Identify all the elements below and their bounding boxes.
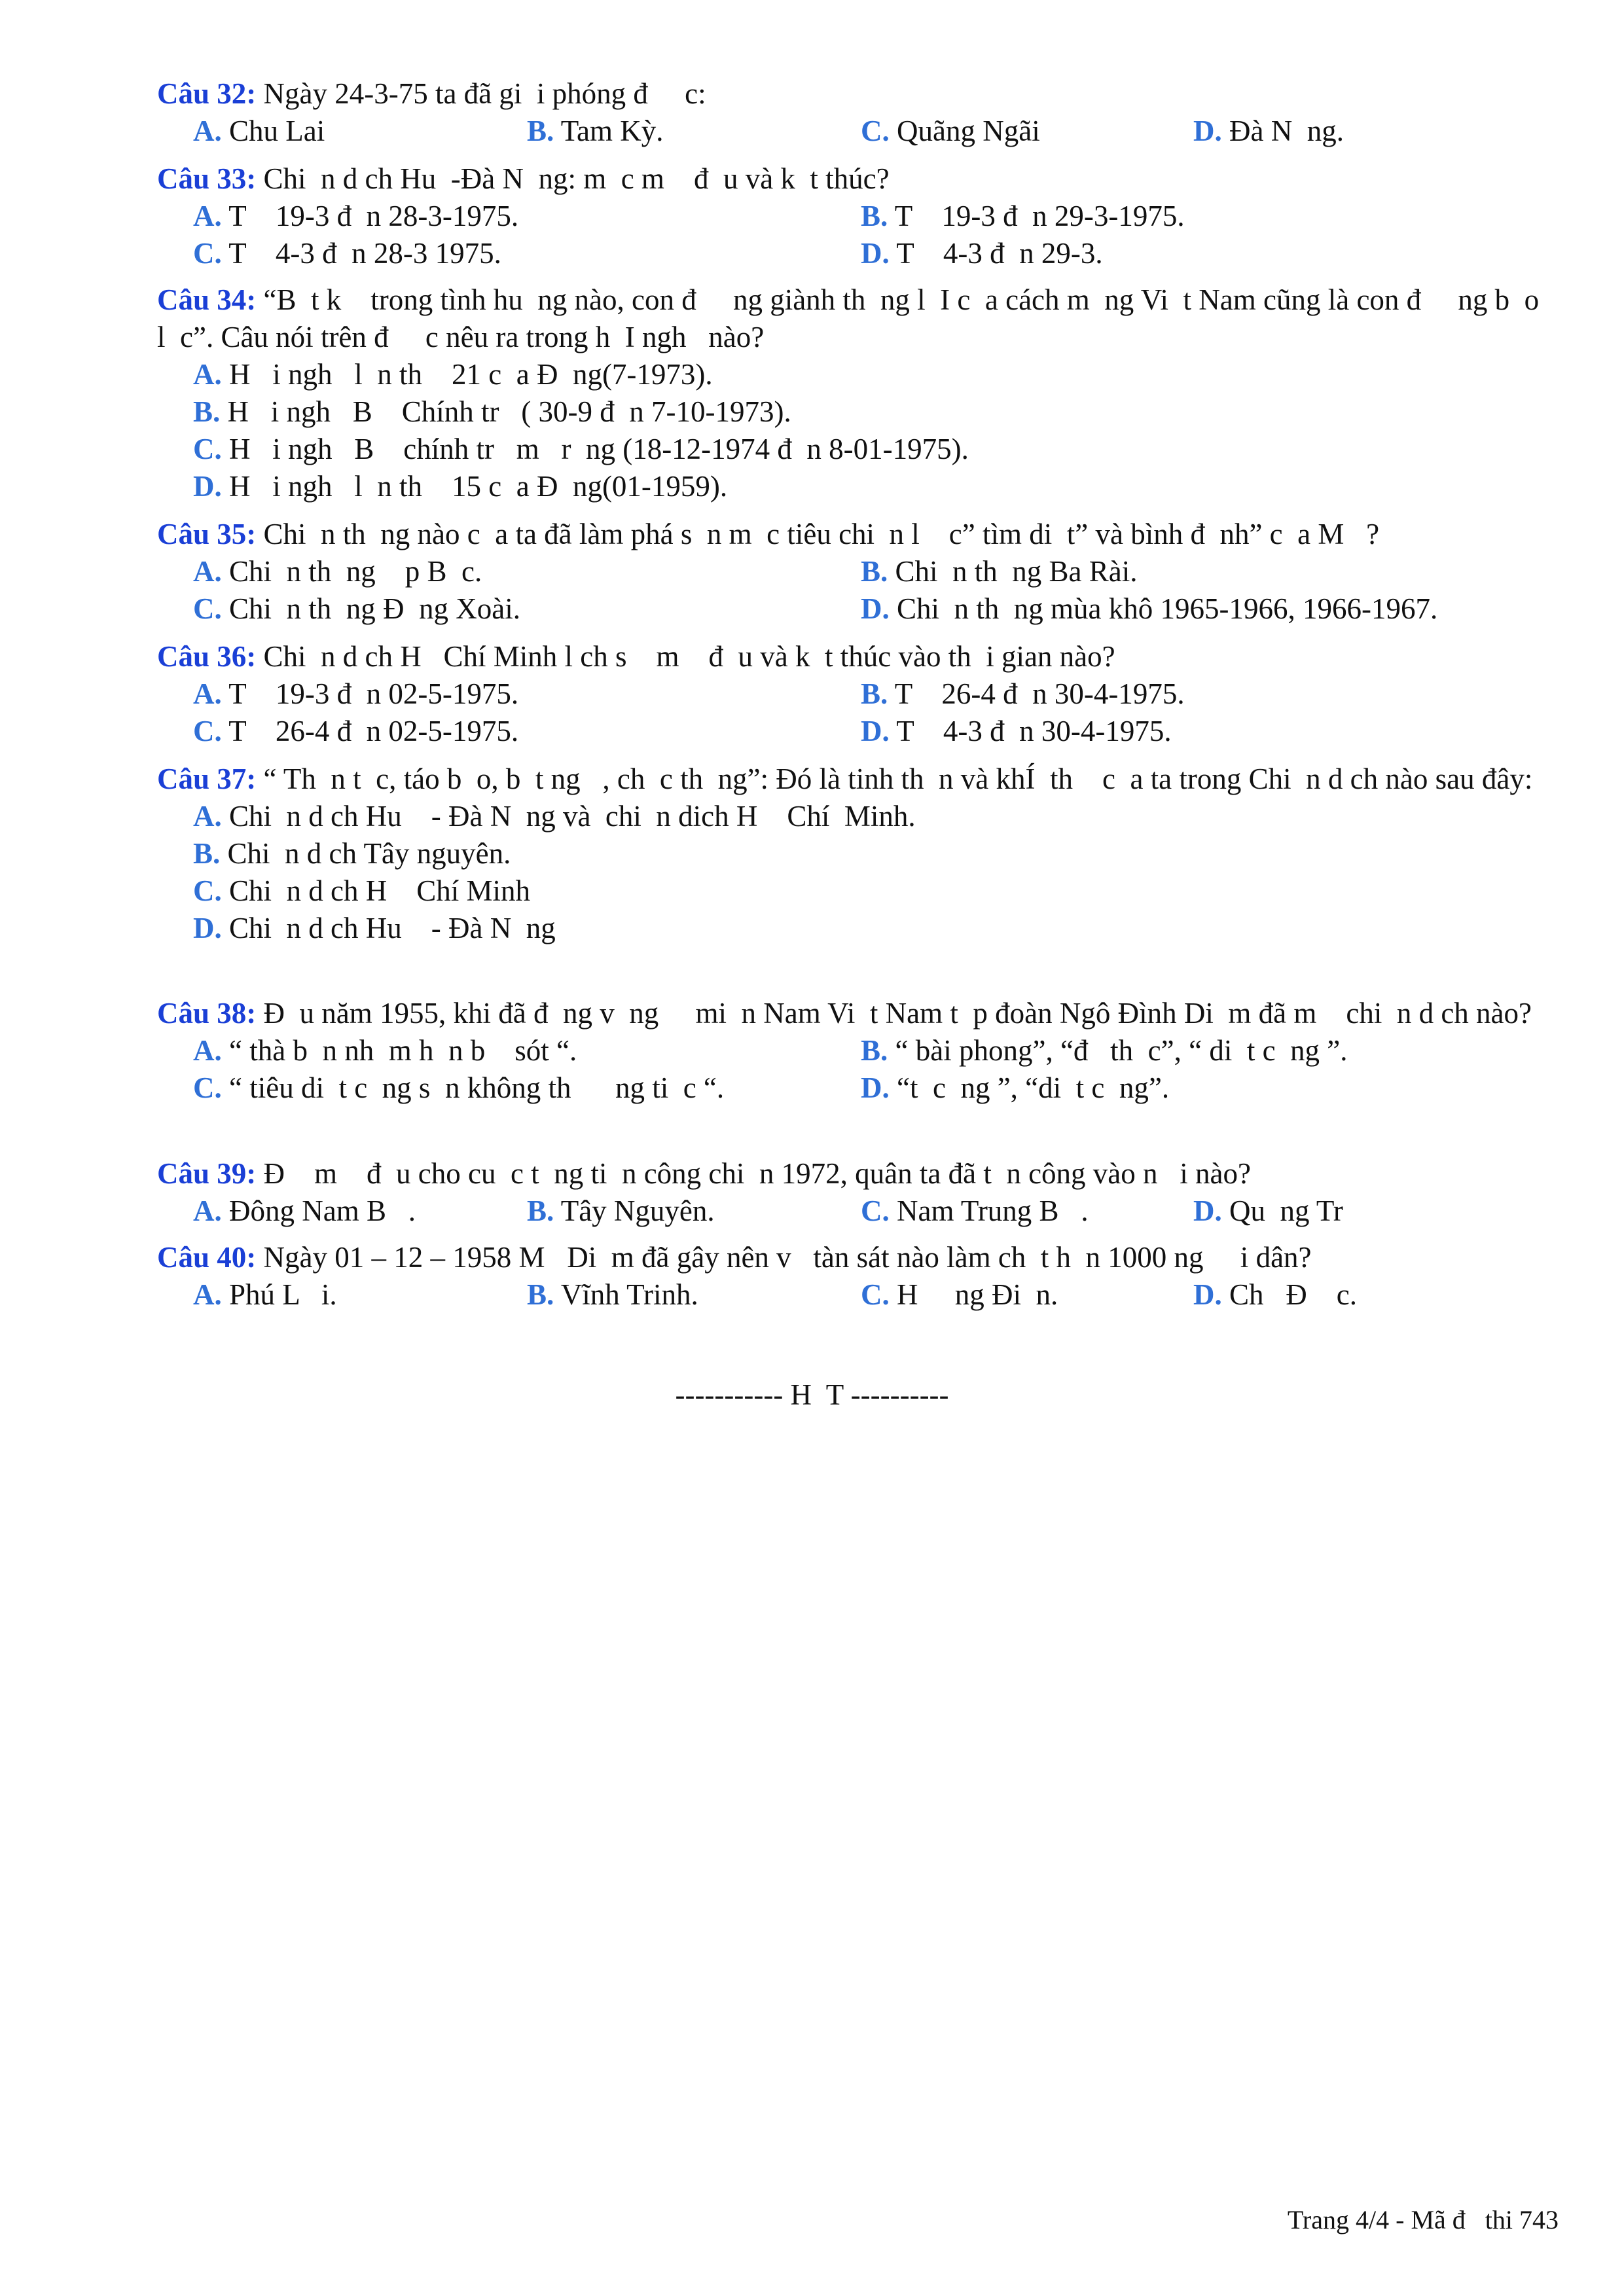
question-stem xyxy=(157,1155,1551,1193)
option-d: D. “t c ng ”, “di t c ng”. xyxy=(861,1071,1170,1104)
option-c: C. Quãng Ngãi xyxy=(861,115,1040,147)
options xyxy=(157,356,1551,505)
option-d: D. T 4-3 đ n 30-4-1975. xyxy=(861,715,1172,747)
option-d: D. Đà N ng. xyxy=(1193,115,1344,147)
question-label: Câu 39: xyxy=(157,1157,257,1190)
question-stem xyxy=(157,516,1551,553)
options xyxy=(157,553,1551,628)
options xyxy=(157,675,1551,750)
question-38 xyxy=(157,995,1551,1107)
question-32 xyxy=(157,75,1551,150)
option-d: D. Qu ng Tr xyxy=(1193,1194,1343,1227)
option-d: D. Ch Đ c. xyxy=(1193,1278,1357,1311)
question-label: Câu 33: xyxy=(157,162,257,195)
option-c: C. T 26-4 đ n 02-5-1975. xyxy=(193,715,519,747)
options xyxy=(157,1193,1551,1230)
option-c: C. H ng Đi n. xyxy=(861,1278,1058,1311)
question-stem xyxy=(157,638,1551,675)
question-label: Câu 38: xyxy=(157,997,257,1030)
question-label: Câu 32: xyxy=(157,77,257,110)
question-text: “B t k trong tình hu ng nào, con đ ng giành th ng l I c a cách m ng Vi t Nam cũng là con đ ng b o l c”. Câu nói trên đ c nêu ra trong h I ngh nào? xyxy=(157,283,1547,353)
question-text: Chi n th ng nào c a ta đã làm phá s n m c tiêu chi n l c” tìm di t” và bình đ nh” c a M ? xyxy=(263,518,1380,550)
option-b: B. T 26-4 đ n 30-4-1975. xyxy=(861,677,1185,710)
question-stem xyxy=(157,1239,1551,1276)
question-label: Câu 36: xyxy=(157,640,257,673)
option-c: C. “ tiêu di t c ng s n không th ng ti c “. xyxy=(193,1071,725,1104)
question-stem xyxy=(157,160,1551,198)
option-d: D. Chi n d ch Hu - Đà N ng xyxy=(193,912,556,944)
option-a: A. Chi n th ng p B c. xyxy=(193,555,482,588)
option-a: A. T 19-3 đ n 02-5-1975. xyxy=(193,677,519,710)
option-b: B. T 19-3 đ n 29-3-1975. xyxy=(861,200,1185,232)
question-40 xyxy=(157,1239,1551,1314)
question-stem xyxy=(157,995,1551,1032)
option-b: B. Chi n d ch Tây nguyên. xyxy=(193,837,511,870)
question-text: Ngày 24-3-75 ta đã gi i phóng đ c: xyxy=(263,77,706,110)
option-a: A. Chu Lai xyxy=(193,115,325,147)
question-label: Câu 37: xyxy=(157,762,257,795)
option-b: B. Vĩnh Trinh. xyxy=(527,1278,698,1311)
question-35 xyxy=(157,516,1551,628)
option-d: D. Chi n th ng mùa khô 1965-1966, 1966-1967. xyxy=(861,592,1438,625)
option-b: B. Chi n th ng Ba Rài. xyxy=(861,555,1138,588)
question-37 xyxy=(157,761,1551,947)
options xyxy=(157,798,1551,947)
question-stem xyxy=(157,75,1551,113)
option-d: D. H i ngh l n th 15 c a Đ ng(01-1959). xyxy=(193,470,728,503)
option-a: A. H i ngh l n th 21 c a Đ ng(7-1973). xyxy=(193,358,713,391)
options xyxy=(157,1032,1551,1107)
question-text: Ngày 01 – 12 – 1958 M Di m đã gây nên v tàn sát nào làm ch t h n 1000 ng i dân? xyxy=(263,1241,1312,1274)
question-stem xyxy=(157,281,1551,356)
question-stem xyxy=(157,761,1551,798)
question-text: Đ u năm 1955, khi đã đ ng v ng mi n Nam Vi t Nam t p đoàn Ngô Đình Di m đã m chi n d ch nào? xyxy=(263,997,1532,1030)
option-c: C. Nam Trung B . xyxy=(861,1194,1089,1227)
question-36 xyxy=(157,638,1551,750)
question-text: Đ m đ u cho cu c t ng ti n công chi n 1972, quân ta đã t n công vào n i nào? xyxy=(263,1157,1251,1190)
question-label: Câu 35: xyxy=(157,518,257,550)
option-c: C. Chi n th ng Đ ng Xoài. xyxy=(193,592,520,625)
question-text: Chi n d ch H Chí Minh l ch s m đ u và k t thúc vào th i gian nào? xyxy=(263,640,1115,673)
option-a: A. “ thà b n nh m h n b sót “. xyxy=(193,1034,577,1067)
option-a: A. Đông Nam B . xyxy=(193,1194,416,1227)
option-b: B. Tam Kỳ. xyxy=(527,115,664,147)
question-text: Chi n d ch Hu -Đà N ng: m c m đ u và k t thúc? xyxy=(263,162,890,195)
end-marker: ----------- H T ---------- xyxy=(675,1378,949,1411)
page-footer: Trang 4/4 - Mã đ thi 743 xyxy=(1287,2205,1559,2234)
question-33 xyxy=(157,160,1551,272)
option-c: C. T 4-3 đ n 28-3 1975. xyxy=(193,237,501,270)
option-c: C. H i ngh B chính tr m r ng (18-12-1974 đ n 8-01-1975). xyxy=(193,433,969,465)
question-39 xyxy=(157,1155,1551,1230)
option-d: D. T 4-3 đ n 29-3. xyxy=(861,237,1103,270)
question-34 xyxy=(157,281,1551,505)
question-label: Câu 34: xyxy=(157,283,257,316)
option-b: B. Tây Nguyên. xyxy=(527,1194,715,1227)
options xyxy=(157,113,1551,150)
option-a: A. Phú L i. xyxy=(193,1278,337,1311)
options xyxy=(157,198,1551,272)
question-label: Câu 40: xyxy=(157,1241,257,1274)
question-text: “ Th n t c, táo b o, b t ng , ch c th ng”: Đó là tinh th n và khÍ th c a ta trong Chi n d ch nào sau đây: xyxy=(263,762,1533,795)
option-c: C. Chi n d ch H Chí Minh xyxy=(193,874,531,907)
option-b: B. “ bài phong”, “đ th c”, “ di t c ng ”. xyxy=(861,1034,1348,1067)
option-b: B. H i ngh B Chính tr ( 30-9 đ n 7-10-1973). xyxy=(193,395,791,428)
options xyxy=(157,1276,1551,1314)
option-a: A. Chi n d ch Hu - Đà N ng và chi n dich H Chí Minh. xyxy=(193,800,916,833)
option-a: A. T 19-3 đ n 28-3-1975. xyxy=(193,200,519,232)
